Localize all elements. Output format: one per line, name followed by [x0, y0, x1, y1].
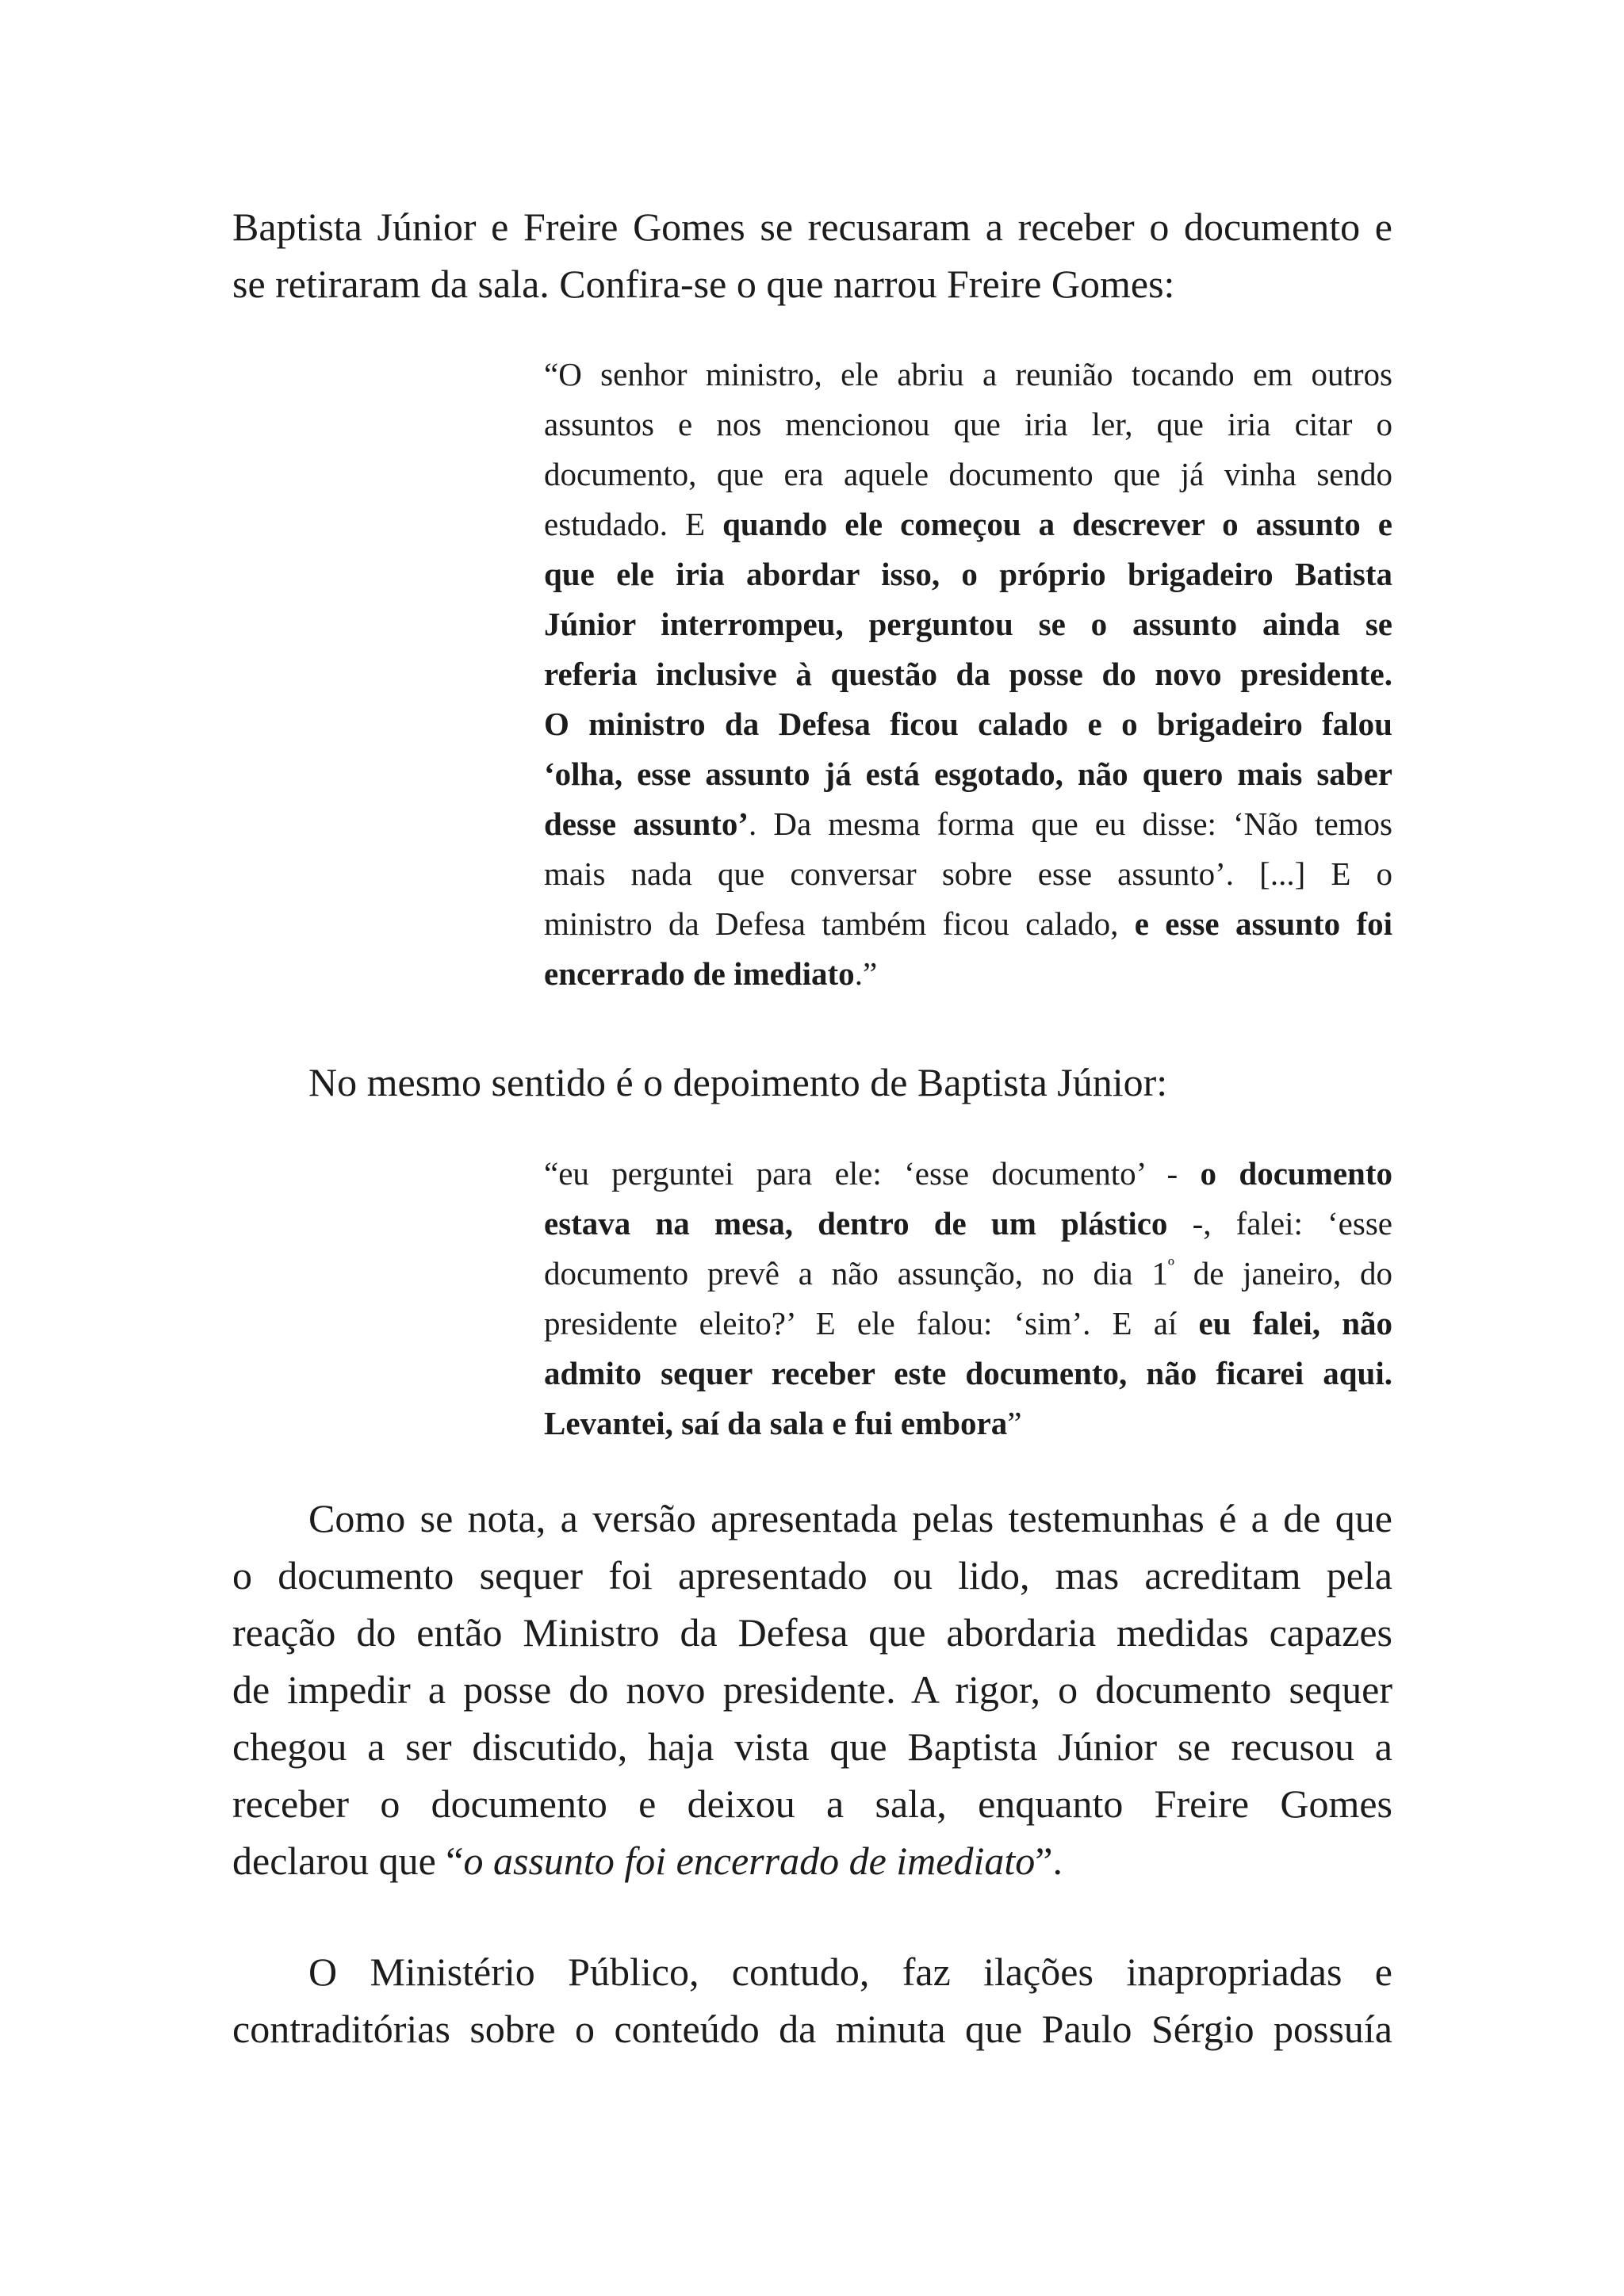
quote-emphasis: referia inclusive à questão da posse do novo presidente. [544, 656, 1392, 692]
quote-line: documento, que era aquele documento que já vinha sendo [544, 456, 1392, 492]
quote-text: .” [854, 955, 878, 992]
block-quote-freire-gomes [544, 350, 1392, 999]
quote-emphasis: O ministro da Defesa ficou calado e o brigadeiro falou [544, 706, 1392, 742]
paragraph-intro [232, 198, 1392, 312]
quote-line: mais nada que conversar sobre esse assunto’. [...] E o [544, 855, 1392, 892]
quote-line [544, 1149, 1392, 1199]
quote-line [544, 1399, 1392, 1448]
paragraph-ministerio-publico [232, 1943, 1392, 2057]
body-text: declarou que “ [232, 1839, 464, 1883]
quote-text: estudado. E [544, 506, 723, 542]
quote-emphasis: o documento [1200, 1155, 1393, 1192]
text-line: reação do então Ministro da Defesa que abordaria medidas capazes [232, 1610, 1392, 1655]
ordinal-superscript: º [1167, 1254, 1174, 1278]
quote-emphasis: admito sequer receber este documento, não ficarei aqui. [544, 1355, 1392, 1391]
text-line: o documento sequer foi apresentado ou lido, mas acreditam pela [232, 1553, 1392, 1598]
quote-line [544, 649, 1392, 699]
quote-text: ministro da Defesa também ficou calado, [544, 905, 1135, 942]
text-line: Baptista Júnior e Freire Gomes se recusaram a receber o documento e [232, 205, 1392, 249]
quote-line [544, 749, 1392, 799]
quote-text: “eu perguntei para ele: ‘esse documento’ - [544, 1155, 1201, 1192]
block-quote-baptista-junior [544, 1149, 1392, 1448]
body-text: ”. [1035, 1839, 1063, 1883]
text-line: contraditórias sobre o conteúdo da minuta que Paulo Sérgio possuía [232, 2007, 1392, 2051]
quote-line [544, 1249, 1392, 1299]
quote-text: . Da mesma forma que eu disse: ‘Não temos [749, 806, 1392, 842]
quote-emphasis: encerrado de imediato [544, 955, 855, 992]
quote-emphasis: quando ele começou a descrever o assunto e [722, 506, 1392, 542]
quote-line [544, 549, 1392, 599]
quote-line [544, 1349, 1392, 1399]
quote-line [544, 899, 1392, 949]
paragraph-baptista-intro [232, 1054, 1392, 1111]
text-line [232, 1832, 1392, 1889]
quote-emphasis: e esse assunto foi [1134, 905, 1392, 942]
quote-emphasis: Levantei, saí da sala e fui embora [544, 1405, 1008, 1441]
quote-emphasis: ‘olha, esse assunto já está esgotado, não quero mais saber [544, 756, 1392, 792]
text-line: de impedir a posse do novo presidente. A rigor, o documento sequer [232, 1667, 1392, 1712]
quote-text: presidente eleito?’ E ele falou: ‘sim’. E aí [544, 1305, 1199, 1341]
quote-line [544, 949, 1392, 999]
quote-emphasis: que ele iria abordar isso, o próprio brigadeiro Batista [544, 556, 1392, 592]
text-line: O Ministério Público, contudo, faz ilações inapropriadas e [308, 1950, 1392, 1994]
quote-line [544, 699, 1392, 749]
quote-emphasis: Júnior interrompeu, perguntou se o assunto ainda se [544, 606, 1392, 642]
quote-emphasis: eu falei, não [1198, 1305, 1392, 1341]
quote-line [544, 499, 1392, 549]
quote-line [544, 1299, 1392, 1349]
text-line: Como se nota, a versão apresentada pelas testemunhas é a de que [308, 1496, 1392, 1540]
quote-line [544, 1199, 1392, 1249]
text-line: No mesmo sentido é o depoimento de Baptista Júnior: [308, 1060, 1168, 1104]
paragraph-analysis [232, 1490, 1392, 1889]
quote-emphasis: desse assunto’ [544, 806, 749, 842]
italic-quote: o assunto foi encerrado de imediato [463, 1839, 1036, 1883]
text-line: chegou a ser discutido, haja vista que Baptista Júnior se recusou a [232, 1724, 1392, 1769]
quote-text: de janeiro, do [1174, 1255, 1393, 1292]
quote-line: “O senhor ministro, ele abriu a reunião tocando em outros [544, 356, 1392, 392]
quote-text: -, falei: ‘esse [1167, 1205, 1392, 1242]
quote-line [544, 799, 1392, 849]
quote-text: ” [1007, 1405, 1022, 1441]
text-line: se retiraram da sala. Confira-se o que narrou Freire Gomes: [232, 262, 1175, 306]
quote-emphasis: estava na mesa, dentro de um plástico [544, 1205, 1168, 1242]
text-line: receber o documento e deixou a sala, enquanto Freire Gomes [232, 1781, 1392, 1826]
quote-text: documento prevê a não assunção, no dia 1 [544, 1255, 1168, 1292]
quote-line [544, 599, 1392, 649]
quote-line: assuntos e nos mencionou que iria ler, que iria citar o [544, 406, 1392, 442]
